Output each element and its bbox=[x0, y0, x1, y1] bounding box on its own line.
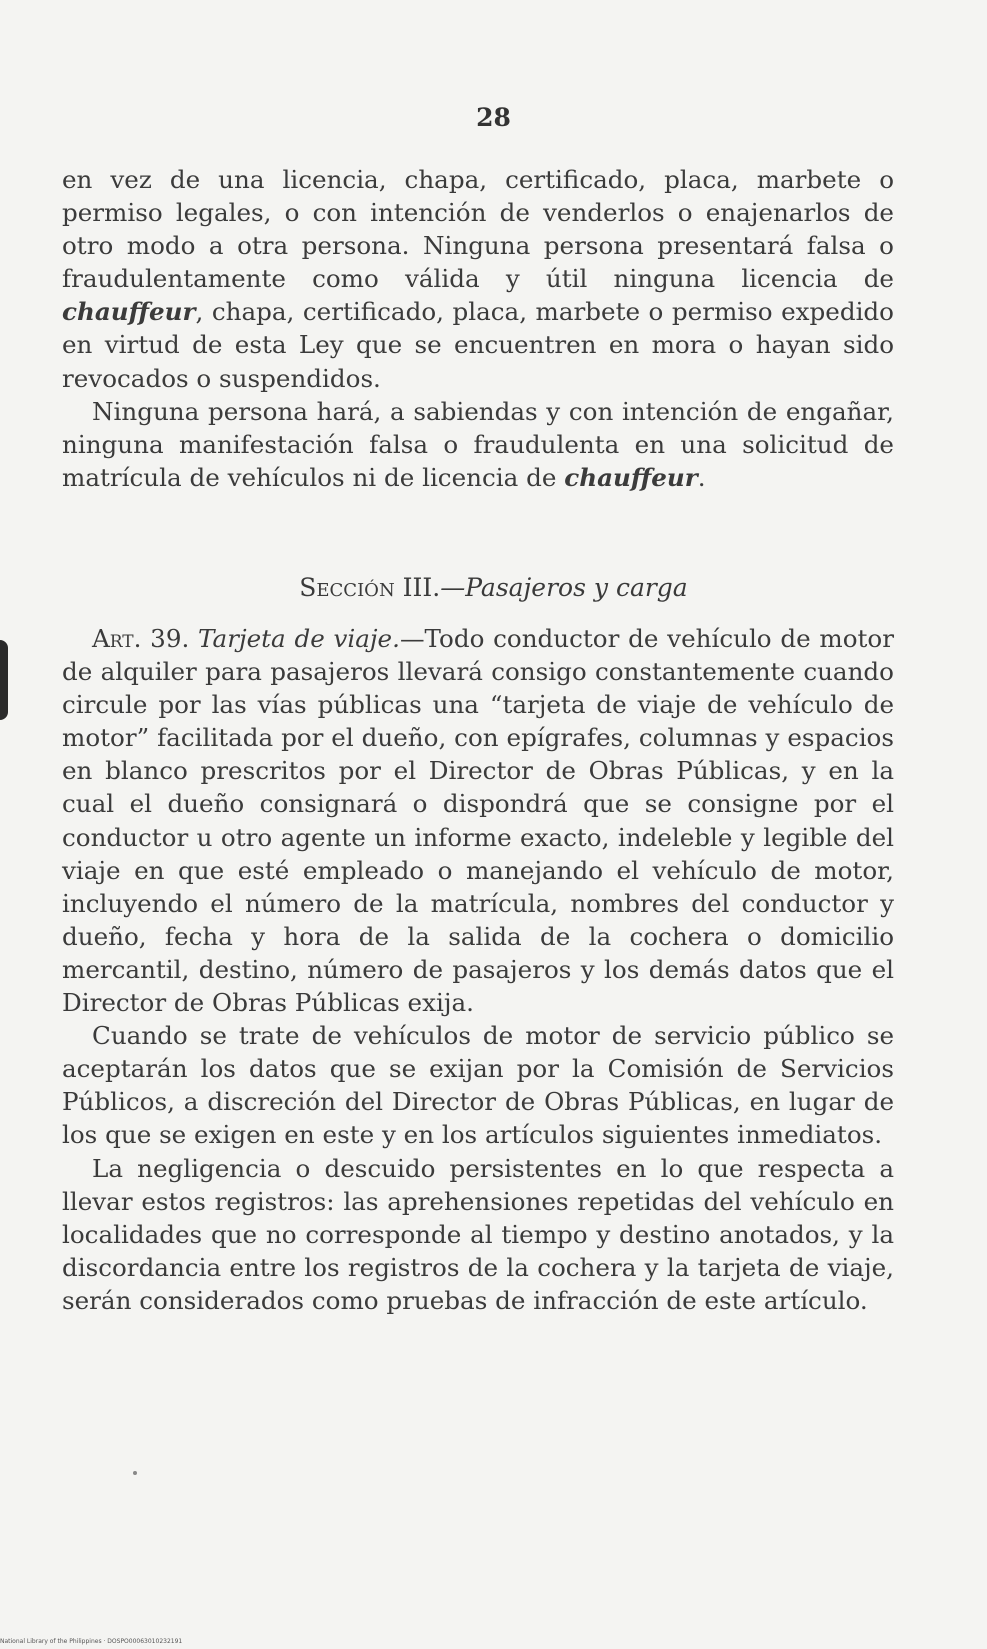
paragraph-public-service: Cuando se trate de vehículos de motor de servicio público se aceptarán los datos que se exijan por la Comisión de Servicios Públicos, a discreción del Director de Obras Públicas, en lugar de los que se exigen en este y en los artículos siguientes inmediatos. bbox=[62, 1021, 894, 1150]
scan-speck bbox=[133, 1471, 137, 1475]
page-number: 28 bbox=[476, 103, 511, 132]
text-run: —Todo conductor de vehículo de motor de alquiler para pasajeros llevará consigo constantemente cuando circule por las vías públicas una “tarjeta de viaje de vehículo de motor” facilitada por el dueño, con epígrafes, columnas y espacios en blanco prescritos por el Director de Obras Públicas, y en la cual el dueño consignará o dispondrá que se consigne por el conductor u otro agente un informe exacto, indeleble y legible del viaje en que esté empleado o manejando el vehículo de motor, incluyendo el número de la matrícula, nombres del conductor y dueño, fecha y hora de la salida de la cochera o domicilio mercantil, destino, número de pasajeros y los demás datos que el Director de Obras Públicas exija. bbox=[62, 624, 894, 1018]
italic-term: chauffeur bbox=[62, 297, 196, 327]
paragraph-false-statement bbox=[62, 395, 894, 494]
text-run: Ninguna persona hará, a sabiendas y con intención de engañar, ninguna manifestación falsa o fraudulenta en una solicitud de matrícula de vehículos ni de licencia de bbox=[62, 396, 894, 492]
article-title: Tarjeta de viaje. bbox=[189, 624, 400, 653]
paragraph-continuation bbox=[62, 163, 894, 395]
scan-footer: National Library of the Philippines · DOSPO00063010232191 bbox=[0, 1638, 183, 1645]
article-label: Art. 39. bbox=[92, 624, 190, 653]
text-block-upper bbox=[62, 163, 894, 494]
text-run: en vez de una licencia, chapa, certificado, placa, marbete o permiso legales, o con intención de venderlos o enajenarlos de otro modo a otra persona. Ninguna persona presentará falsa o fraudulentamente como válida y útil ninguna licencia de bbox=[62, 165, 894, 294]
section-label: Sección III. bbox=[299, 573, 441, 602]
text-run: . bbox=[697, 462, 706, 492]
scan-edge-shadow bbox=[0, 640, 8, 720]
text-run: , chapa, certificado, placa, marbete o permiso expedido en virtud de esta Ley que se encuentren en mora o hayan sido revocados o suspendidos. bbox=[62, 297, 894, 393]
section-heading bbox=[0, 573, 987, 602]
section-title: —Pasajeros y carga bbox=[440, 573, 688, 602]
italic-term: chauffeur bbox=[564, 462, 698, 492]
text-block-article bbox=[62, 622, 894, 1317]
paragraph-article-39 bbox=[62, 622, 894, 1019]
paragraph-negligence: La negligencia o descuido persistentes en lo que respecta a llevar estos registros: las aprehensiones repetidas del vehículo en localidades que no corresponde al tiempo y destino anotados, y la discordancia entre los registros de la cochera y la tarjeta de viaje, serán considerados como pruebas de infracción de este artículo. bbox=[62, 1153, 894, 1315]
